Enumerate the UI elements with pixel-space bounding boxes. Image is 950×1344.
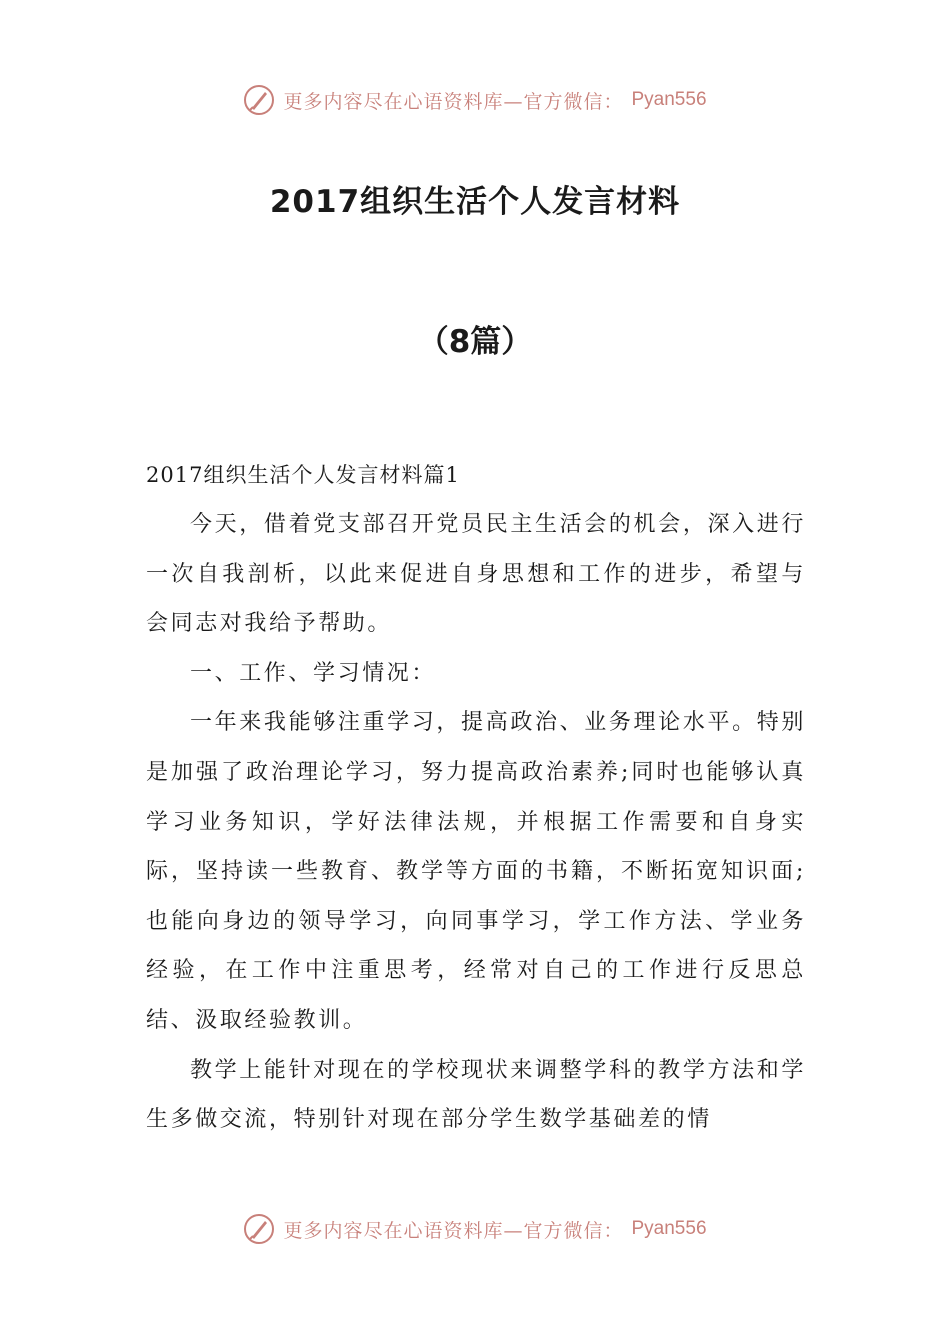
quill-logo-icon: [243, 1213, 275, 1245]
watermark-header: [0, 84, 950, 116]
paragraph: 今天，借着党支部召开党员民主生活会的机会，深入进行一次自我剖析，以此来促进自身思想和工作的进步，希望与会同志对我给予帮助。: [146, 512, 806, 637]
paragraph: 一年来我能够注重学习，提高政治、业务理论水平。特别是加强了政治理论学习，努力提高政治素养;同时也能够认真学习业务知识，学好法律法规，并根据工作需要和自身实际，坚持读一些教育、教学等方面的书籍，不断拓宽知识面;也能向身边的领导学习，向同事学习，学工作方法、学业务经验，在工作中注重思考，经常对自己的工作进行反思总结、汲取经验教训。: [146, 710, 806, 1033]
watermark-footer: [0, 1213, 950, 1245]
section-heading: 2017组织生活个人发言材料篇1: [146, 463, 460, 487]
watermark-text: 更多内容尽在心语资料库—官方微信：: [283, 1219, 624, 1242]
document-title: 2017组织生活个人发言材料: [269, 184, 681, 220]
document-body: [146, 500, 806, 1145]
document-subtitle: （8篇）: [417, 324, 533, 360]
watermark-text: 更多内容尽在心语资料库—官方微信：: [283, 90, 624, 113]
paragraph: 教学上能针对现在的学校现状来调整学科的教学方法和学生多做交流，特别针对现在部分学生数学基础差的情: [146, 1057, 806, 1133]
paragraph: 一、工作、学习情况：: [190, 660, 437, 686]
quill-logo-icon: [243, 84, 275, 116]
watermark-wechat-id: Pyan556: [631, 1218, 707, 1239]
watermark-wechat-id: Pyan556: [631, 89, 707, 110]
